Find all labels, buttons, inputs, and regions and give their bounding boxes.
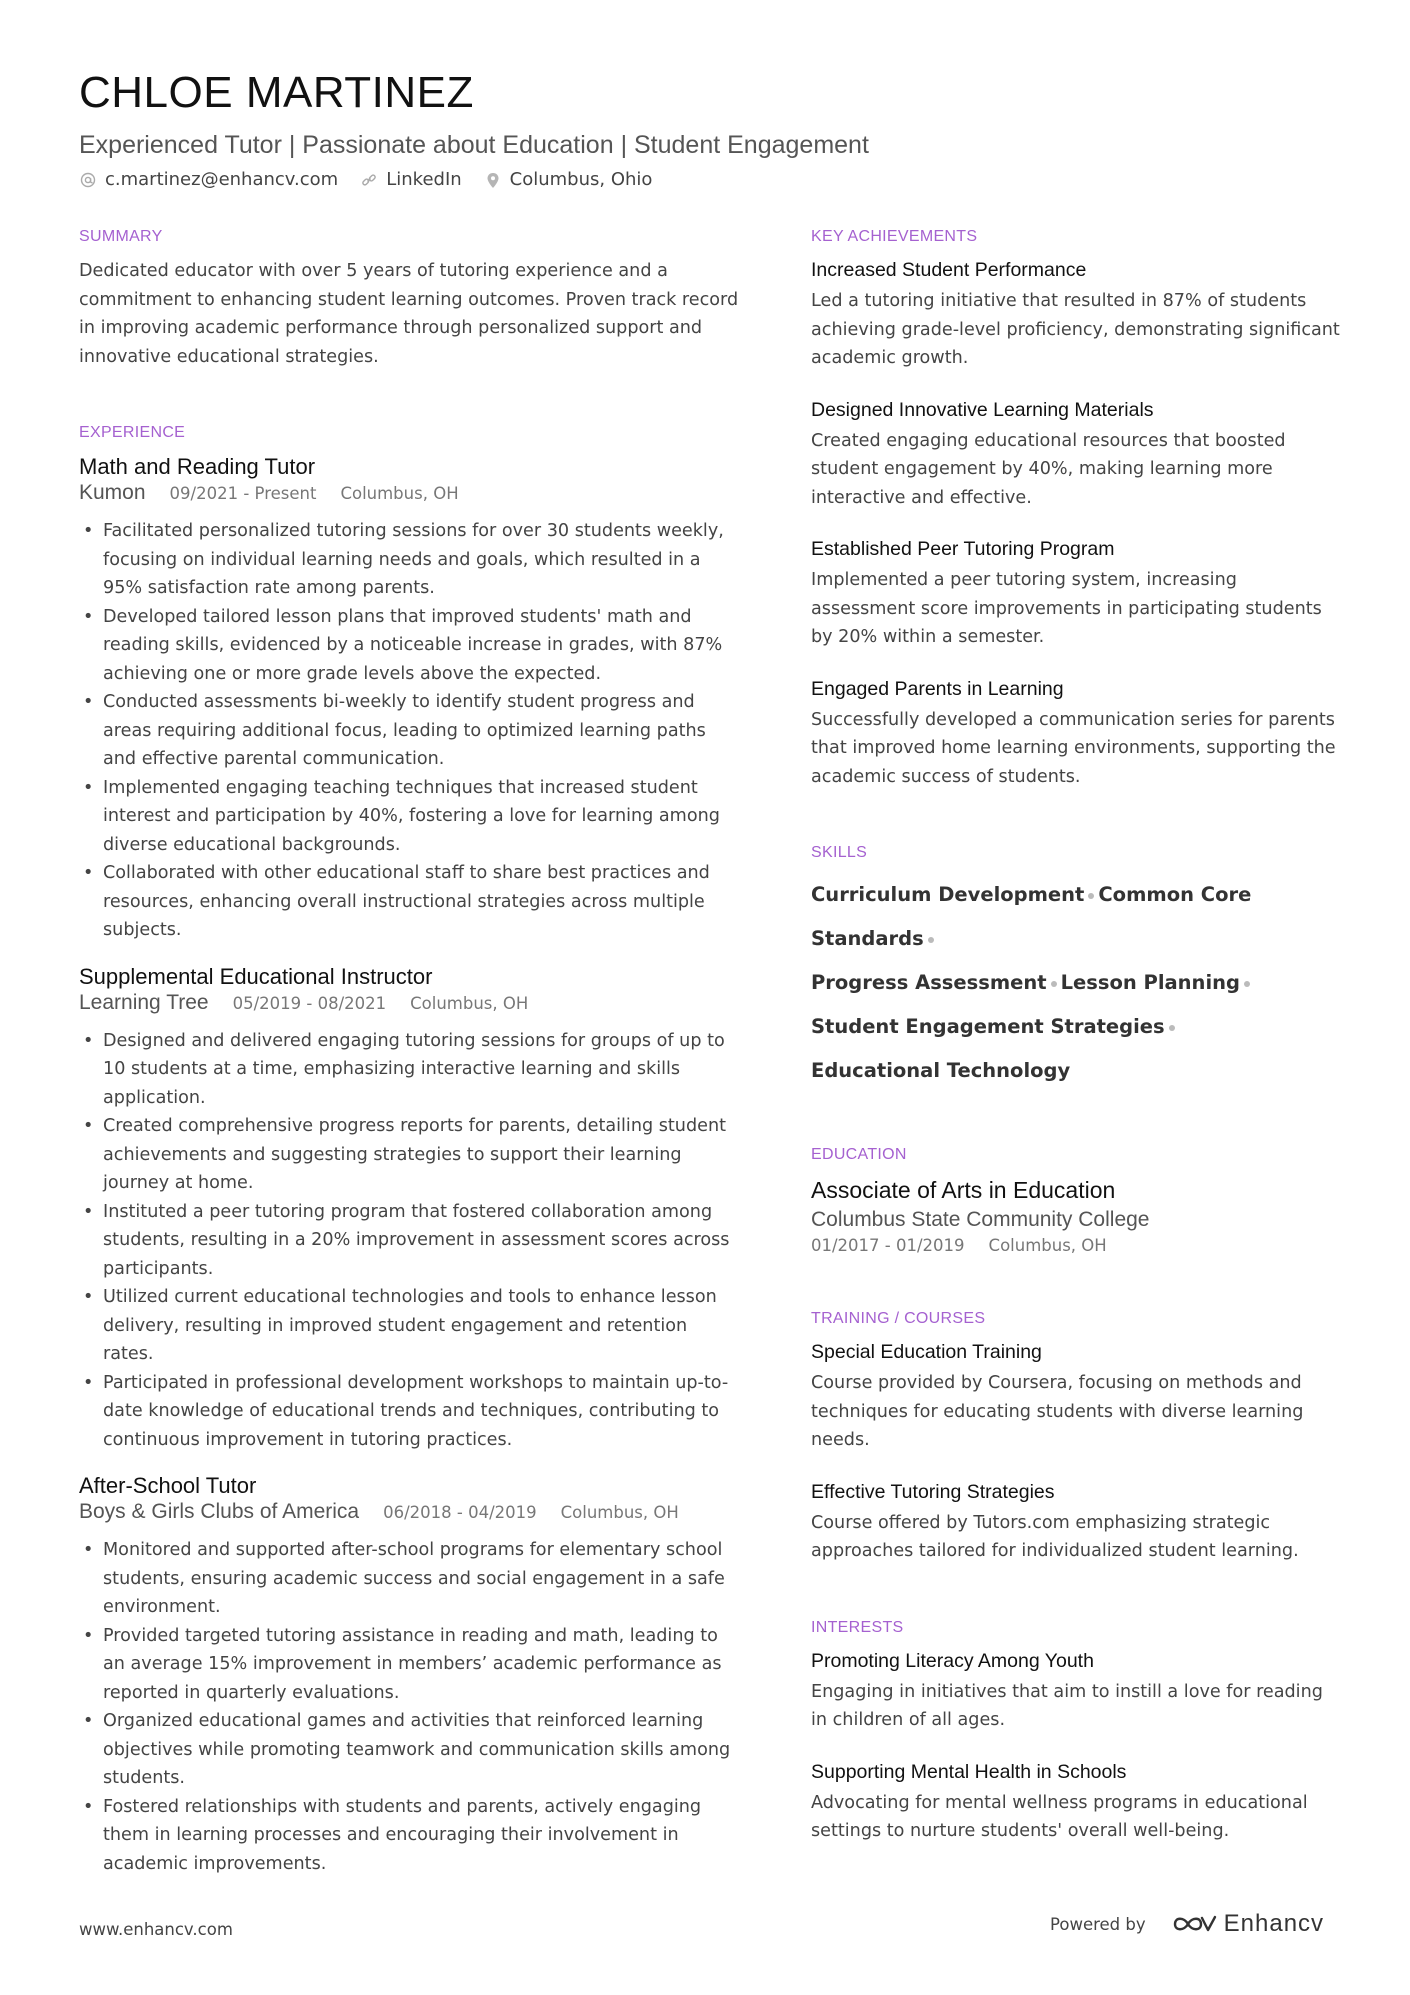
- interest-title: Promoting Literacy Among Youth: [811, 1649, 1094, 1672]
- contact-email-text: c.martinez@enhancv.com: [105, 169, 339, 190]
- training-item: [811, 1339, 1341, 1455]
- summary-text: Dedicated educator with over 5 years of tutoring experience and a commitment to enhancing student learning outcomes. Proven track record in improving academic performance through personalized support and innovative educational strategies.: [79, 261, 739, 367]
- education-dates: 01/2017 - 01/2019: [811, 1236, 965, 1255]
- skill-tag: Progress Assessment: [811, 971, 1047, 994]
- skill-separator-dot: [928, 937, 934, 943]
- skill-separator-dot: [1244, 981, 1250, 987]
- experience-entry: [79, 453, 739, 945]
- skills-row: [811, 1049, 1341, 1093]
- skill-tag: Student Engagement Strategies: [811, 1015, 1165, 1038]
- job-title: Supplemental Educational Instructor: [79, 963, 433, 989]
- contact-row: [79, 168, 1329, 192]
- left-column: [79, 225, 739, 1896]
- achievement-item: [811, 397, 1341, 513]
- interest-text: Engaging in initiatives that aim to instill a love for reading in children of all ages.: [811, 1681, 1323, 1730]
- achievement-item: [811, 536, 1341, 652]
- job-meta: [79, 990, 739, 1017]
- job-dates: 09/2021 - Present: [169, 484, 317, 503]
- skills-row: [811, 873, 1341, 961]
- enhancv-logo-icon: [1172, 1912, 1218, 1936]
- achievement-title: Established Peer Tutoring Program: [811, 538, 1115, 560]
- job-meta: [79, 1499, 739, 1526]
- education-school: Columbus State Community College: [811, 1208, 1150, 1231]
- education-section: [811, 1143, 1341, 1257]
- skills-heading: SKILLS: [811, 844, 868, 861]
- job-bullet: • Monitored and supported after-school programs for elementary school students, ensuring academic success and social engagement in a safe environment.: [79, 1536, 739, 1622]
- skill-tag: Common Core Standards: [811, 883, 1252, 950]
- job-bullet: • Conducted assessments bi-weekly to identify student progress and areas requiring additional focus, leading to optimized learning paths and effective parental communication.: [79, 688, 739, 774]
- job-location: Columbus, OH: [410, 993, 529, 1013]
- job-bullets: [79, 517, 739, 945]
- candidate-tagline: Experienced Tutor | Passionate about Education | Student Engagement: [79, 131, 869, 159]
- skills-list: [811, 873, 1341, 1093]
- education-location: Columbus, OH: [988, 1236, 1107, 1255]
- summary-heading: SUMMARY: [79, 228, 163, 245]
- footer-branding: [1050, 1910, 1324, 1938]
- job-bullet: • Provided targeted tutoring assistance in reading and math, leading to an average 15% improvement in members’ academic performance as reported in quarterly evaluations.: [79, 1622, 739, 1708]
- job-title: After-School Tutor: [79, 1473, 257, 1498]
- achievement-title: Designed Innovative Learning Materials: [811, 398, 1154, 421]
- contact-location-text: Columbus, Ohio: [509, 169, 653, 190]
- job-bullet: • Utilized current educational technologies and tools to enhance lesson delivery, resulting in improved student engagement and retention rates.: [79, 1283, 739, 1369]
- skill-separator-dot: [1051, 981, 1057, 987]
- achievements-heading: KEY ACHIEVEMENTS: [811, 228, 978, 245]
- education-meta: [811, 1235, 1341, 1257]
- training-text: Course offered by Tutors.com emphasizing strategic approaches tailored for individualized student learning.: [811, 1512, 1299, 1561]
- job-bullet: • Designed and delivered engaging tutoring sessions for groups of up to 10 students at a time, emphasizing interactive learning and skills application.: [79, 1027, 739, 1113]
- job-bullet: • Created comprehensive progress reports for parents, detailing student achievements and suggesting strategies to support their learning journey at home.: [79, 1112, 739, 1198]
- job-bullet: • Fostered relationships with students and parents, actively engaging them in learning processes and encouraging their involvement in academic improvements.: [79, 1793, 739, 1879]
- summary-section: [79, 225, 739, 371]
- at-icon: [79, 171, 97, 189]
- interest-text: Advocating for mental wellness programs in educational settings to nurture students' overall well-being.: [811, 1792, 1308, 1841]
- job-meta: [79, 480, 739, 507]
- achievement-item: [811, 676, 1341, 792]
- achievement-item: [811, 257, 1341, 373]
- training-title: Special Education Training: [811, 1341, 1042, 1363]
- job-company: Learning Tree: [79, 990, 209, 1014]
- skill-tag: Curriculum Development: [811, 883, 1085, 906]
- job-bullet: • Developed tailored lesson plans that improved students' math and reading skills, evidenced by a noticeable increase in grades, with 87% achieving one or more grade levels above the expected.: [79, 603, 739, 689]
- job-bullet: • Instituted a peer tutoring program that fostered collaboration among students, resulting in a 20% improvement in assessment scores across participants.: [79, 1198, 739, 1284]
- job-dates: 05/2019 - 08/2021: [232, 993, 387, 1013]
- job-bullets: [79, 1536, 739, 1878]
- skill-tag: Educational Technology: [811, 1059, 1071, 1082]
- job-bullet: • Participated in professional development workshops to maintain up-to-date knowledge of educational trends and techniques, contributing to continuous improvement in tutoring practices.: [79, 1369, 739, 1455]
- job-bullet: • Organized educational games and activities that reinforced learning objectives while promoting teamwork and communication skills among students.: [79, 1707, 739, 1793]
- candidate-name: CHLOE MARTINEZ: [79, 68, 474, 117]
- footer-website[interactable]: www.enhancv.com: [79, 1920, 233, 1939]
- enhancv-logo[interactable]: [1172, 1910, 1324, 1938]
- achievement-text: Led a tutoring initiative that resulted in 87% of students achieving grade-level proficiency, demonstrating significant academic growth.: [811, 291, 1340, 368]
- experience-entry: [79, 1472, 739, 1878]
- job-location: Columbus, OH: [560, 1503, 679, 1522]
- resume-header: [79, 66, 1329, 192]
- location-pin-icon: [484, 171, 502, 189]
- achievement-text: Successfully developed a communication series for parents that improved home learning environments, supporting the academic success of students.: [811, 709, 1336, 787]
- experience-entry: [79, 963, 739, 1455]
- training-heading: TRAINING / COURSES: [811, 1310, 986, 1327]
- achievement-title: Engaged Parents in Learning: [811, 677, 1064, 700]
- skill-separator-dot: [1169, 1025, 1175, 1031]
- job-title: Math and Reading Tutor: [79, 454, 316, 479]
- education-degree: Associate of Arts in Education: [811, 1177, 1116, 1203]
- education-heading: EDUCATION: [811, 1146, 907, 1163]
- training-section: [811, 1307, 1341, 1566]
- interest-item: [811, 1759, 1341, 1846]
- powered-by-label: Powered by: [1050, 1914, 1146, 1934]
- job-location: Columbus, OH: [340, 484, 459, 503]
- job-company: Kumon: [79, 481, 146, 504]
- interests-section: [811, 1616, 1341, 1846]
- contact-email[interactable]: [79, 168, 338, 192]
- interest-item: [811, 1648, 1341, 1735]
- job-company: Boys & Girls Clubs of America: [79, 1500, 360, 1523]
- skills-row: [811, 961, 1341, 1005]
- job-bullet: • Facilitated personalized tutoring sessions for over 30 students weekly, focusing on individual learning needs and goals, which resulted in a 95% satisfaction rate among parents.: [79, 517, 739, 603]
- right-column: [811, 225, 1341, 1896]
- skills-row: [811, 1005, 1341, 1049]
- experience-section: [79, 421, 739, 1878]
- achievement-text: Implemented a peer tutoring system, increasing assessment score improvements in participating students by 20% within a semester.: [811, 570, 1322, 647]
- achievement-text: Created engaging educational resources that boosted student engagement by 40%, making learning more interactive and effective.: [811, 430, 1286, 508]
- contact-location: [484, 168, 653, 192]
- training-text: Course provided by Coursera, focusing on methods and techniques for educating students with diverse learning needs.: [811, 1373, 1304, 1450]
- training-title: Effective Tutoring Strategies: [811, 1480, 1055, 1503]
- contact-linkedin[interactable]: [360, 168, 461, 192]
- skill-tag: Lesson Planning: [1060, 971, 1240, 994]
- interest-title: Supporting Mental Health in Schools: [811, 1760, 1127, 1783]
- job-bullet: • Collaborated with other educational staff to share best practices and resources, enhancing overall instructional strategies across multiple subjects.: [79, 859, 739, 945]
- skills-section: [811, 841, 1341, 1093]
- achievements-section: [811, 225, 1341, 791]
- link-icon: [360, 171, 378, 189]
- training-item: [811, 1479, 1341, 1566]
- job-bullets: [79, 1027, 739, 1455]
- skill-separator-dot: [1088, 893, 1094, 899]
- experience-heading: EXPERIENCE: [79, 424, 186, 441]
- job-dates: 06/2018 - 04/2019: [383, 1503, 537, 1522]
- job-bullet: • Implemented engaging teaching techniques that increased student interest and participation by 40%, fostering a love for learning among diverse educational backgrounds.: [79, 774, 739, 860]
- achievement-title: Increased Student Performance: [811, 259, 1087, 281]
- contact-linkedin-text: LinkedIn: [386, 169, 462, 190]
- enhancv-logo-text: Enhancv: [1223, 1910, 1325, 1937]
- interests-heading: INTERESTS: [811, 1618, 904, 1636]
